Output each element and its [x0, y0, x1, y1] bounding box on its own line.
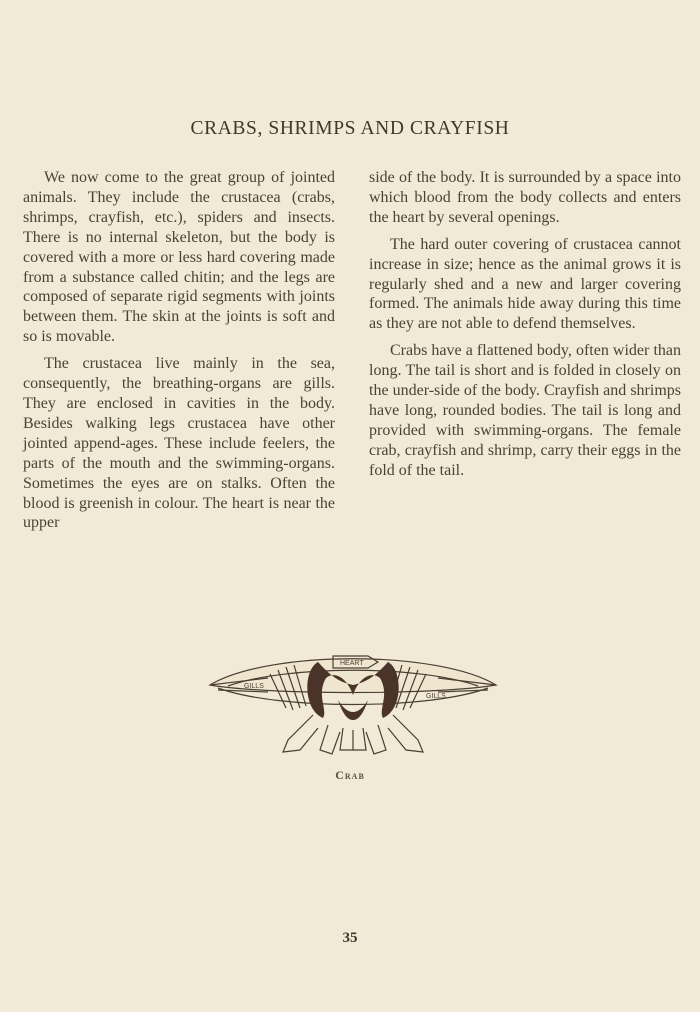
crab-cross-section-diagram — [208, 640, 498, 760]
paragraph: Crabs have a flattened body, often wider than long. The tail is short and is folded in closely on the under-side of the body. Crayfish and shrimps have long, rounded bodies. The tail is long and provided with swimming-organs. The female crab, crayfish and shrimp, carry their eggs in the fold of the tail. — [369, 342, 681, 479]
page-number: 35 — [342, 930, 358, 946]
paragraph: The crustacea live mainly in the sea, consequently, the breathing-organs are gills. They are enclosed in cavities in the body. Besides walking legs crustacea have other jointed append-ages. These include feelers, the parts of the mouth and the swimming-organs. Sometimes the eyes are on stalks. Often the blood is greenish in colour. The heart is near the upper — [23, 355, 335, 532]
right-column — [369, 168, 681, 481]
gills-label-right: GILLS — [426, 693, 446, 700]
left-column — [23, 168, 335, 533]
heart-label: HEART — [340, 660, 364, 667]
paragraph: We now come to the great group of jointed animals. They include the crustacea (crabs, shrimps, crayfish, etc.), spiders and insects. There is no internal skeleton, but the body is covered with a more or less hard covering made from a substance called chitin; and the legs are composed of separate rigid segments with joints between them. The skin at the joints is soft and so is movable. — [23, 169, 335, 346]
figure-caption: Crab — [335, 768, 365, 782]
gills-label-left: GILLS — [244, 683, 264, 690]
paragraph: The hard outer covering of crustacea cannot increase in size; hence as the animal grows it is regularly shed and a new and larger covering formed. The animals hide away during this time as they are not able to defend themselves. — [369, 235, 681, 333]
paragraph: side of the body. It is surrounded by a space into which blood from the body collects and enters the heart by several openings. — [369, 169, 681, 226]
page-title: CRABS, SHRIMPS AND CRAYFISH — [190, 118, 510, 139]
